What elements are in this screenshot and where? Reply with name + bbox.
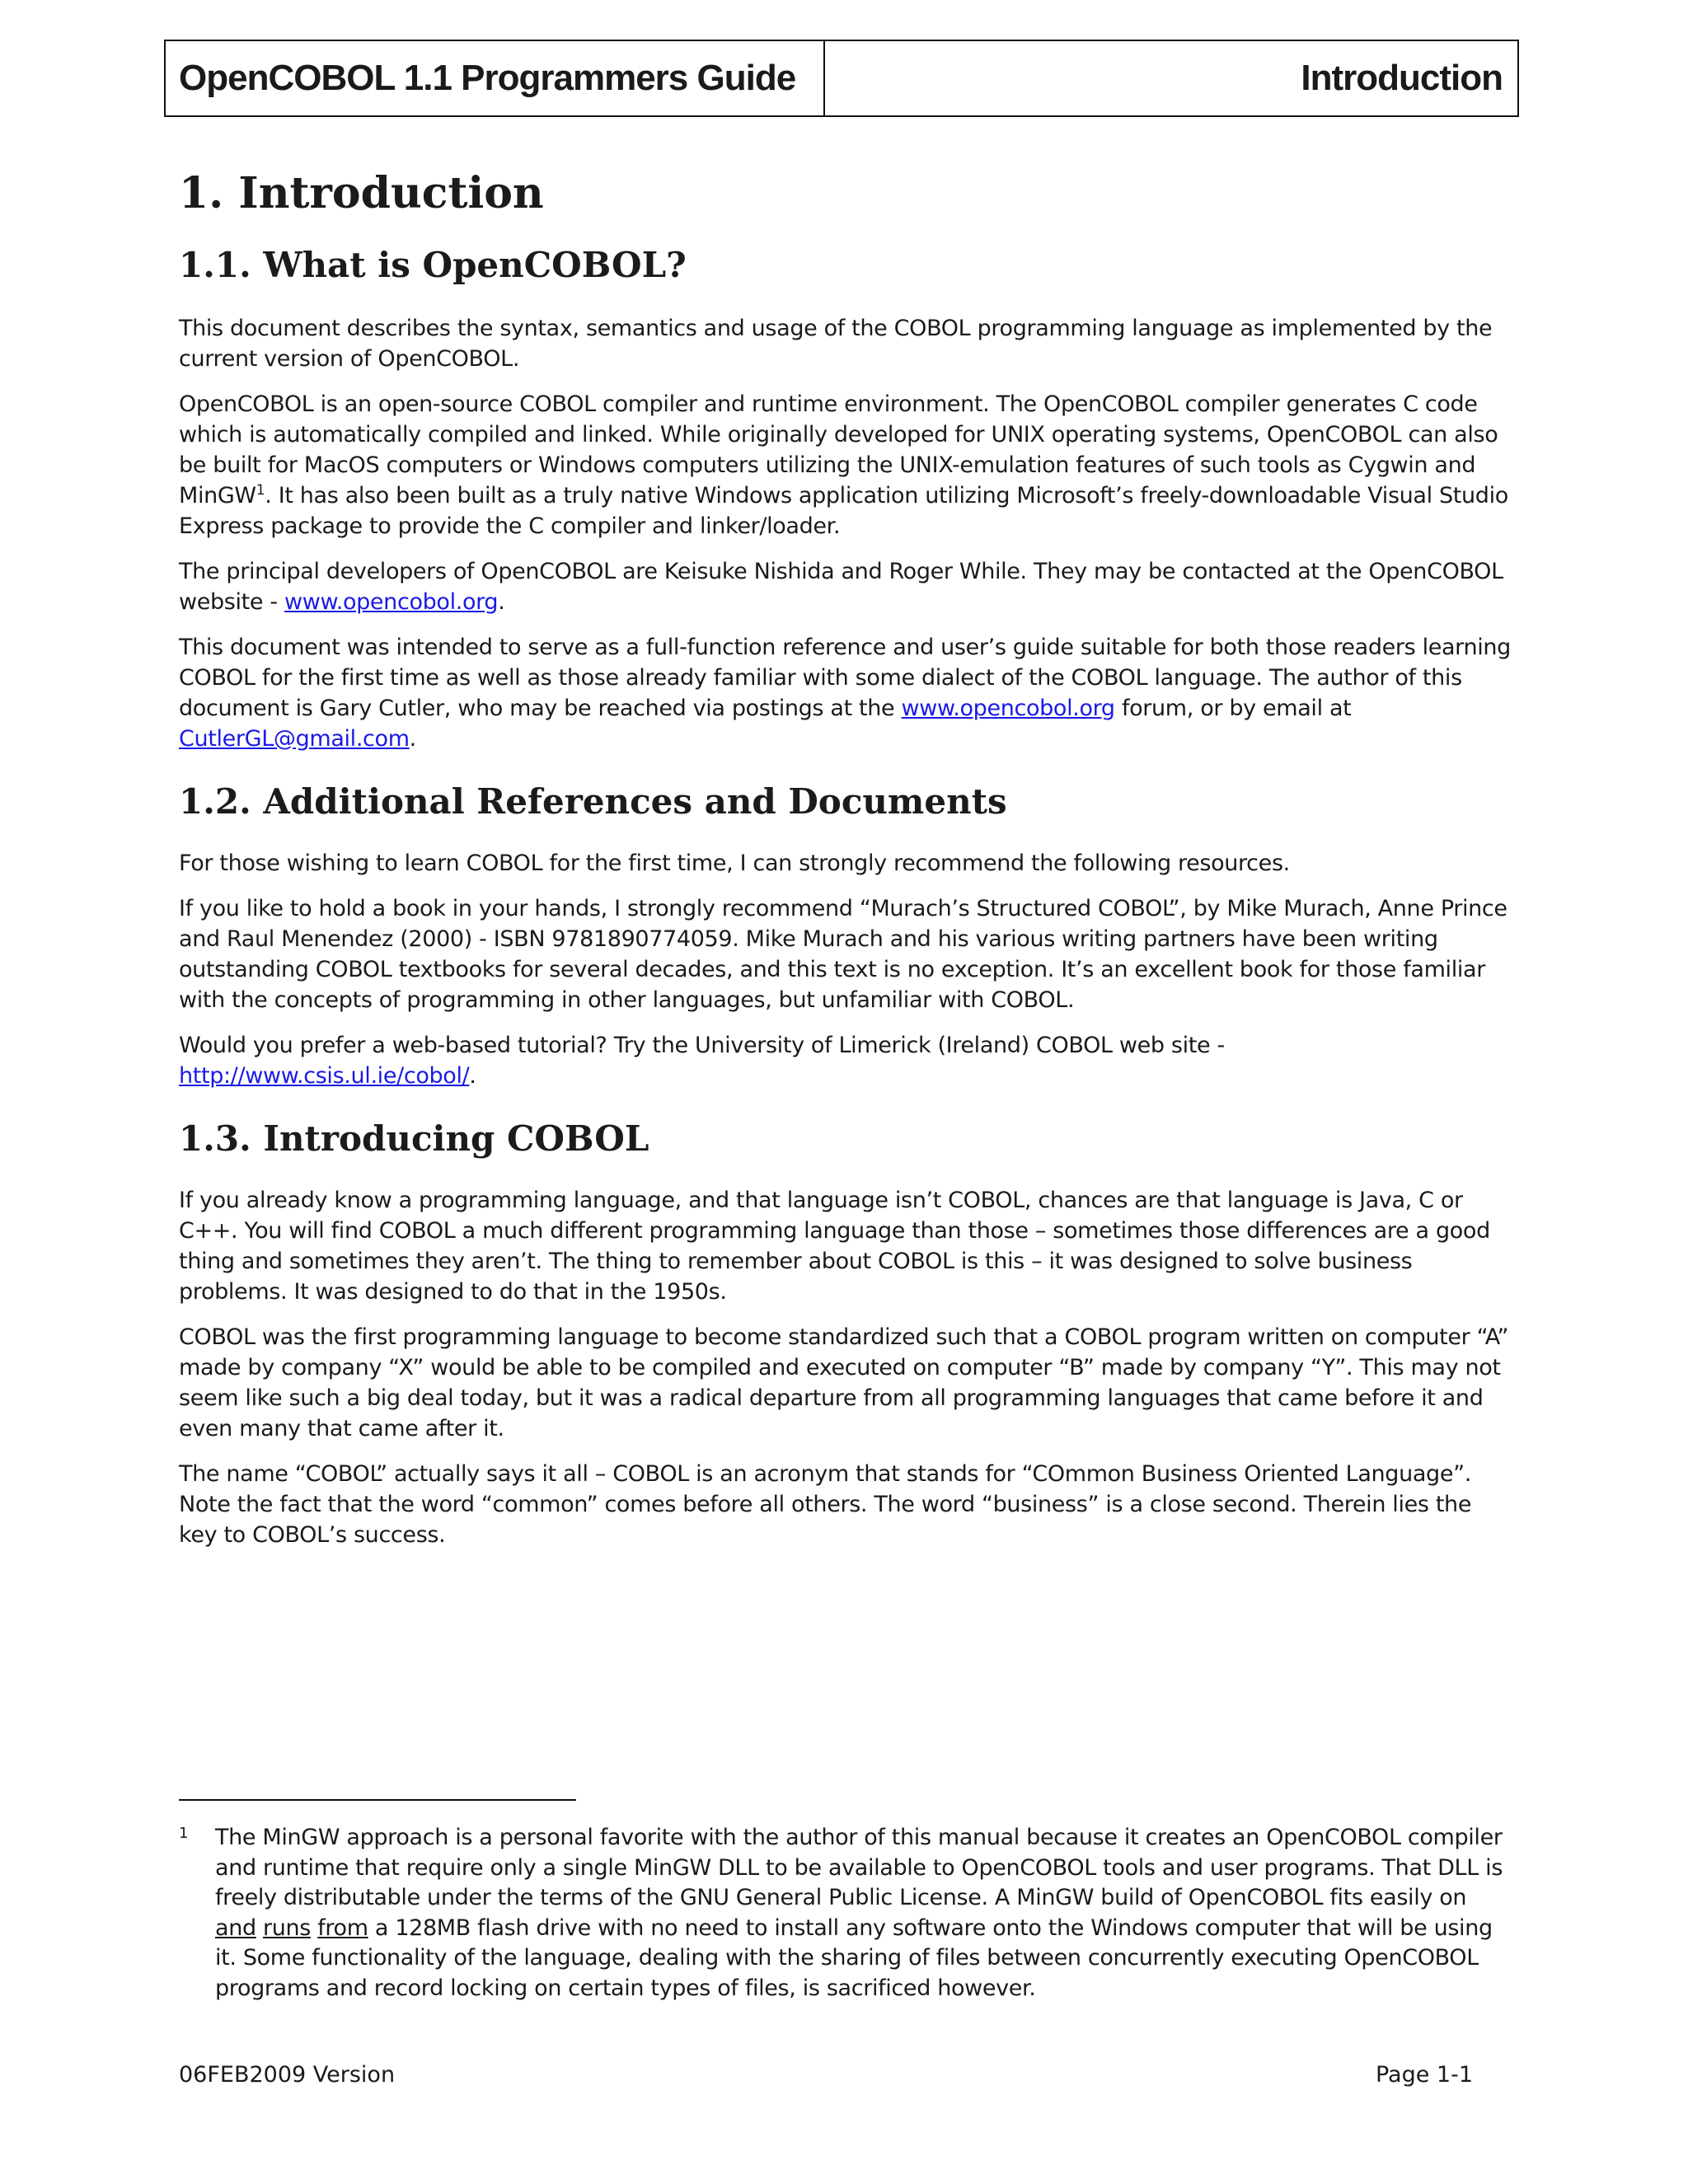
footnote [179,1823,1514,2004]
main-content [179,165,1514,1550]
paragraph: The name “COBOL” actually says it all – COBOL is an acronym that stands for “COmmon Business Oriented Language”. Note the fact that the word “common” comes before all others. The word “business” is a close second. Therein lies the key to COBOL’s success. [179,1461,1472,1548]
paragraph: If you already know a programming language, and that language isn’t COBOL, chances are that language is Java, C or C++. You will find COBOL a much different programming language than those – sometimes those differences are a good thing and sometimes they aren’t. The thing to remember about COBOL is this – it was designed to solve business problems. It was designed to do that in the 1950s. [179,1188,1490,1305]
limerick-tutorial-link[interactable]: http://www.csis.ul.ie/cobol/ [179,1063,470,1089]
header-title: OpenCOBOL 1.1 Programmers Guide [166,41,825,115]
paragraph: COBOL was the first programming language to become standardized such that a COBOL program written on computer “A” made by company “X” would be able to be compiled and executed on computer “B” made by company “Y”. This may not seem like such a big deal today, but it was a radical departure from all programming languages that came before it and even many that came after it. [179,1324,1509,1441]
opencobol-website-link[interactable]: www.opencobol.org [284,589,499,615]
paragraph: For those wishing to learn COBOL for the first time, I can strongly recommend the following resources. [179,851,1290,876]
header-section: Introduction [1301,58,1503,98]
paragraph: If you like to hold a book in your hands, I strongly recommend “Murach’s Structured COBOL”, by Mike Murach, Anne Prince and Raul Menendez (2000) - ISBN 9781890774059. Mike Murach and his various writing partners have been writing outstanding COBOL textbooks for several decades, and this text is no exception. It’s an excellent book for those familiar with the concepts of programming in other languages, but unfamiliar with COBOL. [179,896,1507,1013]
page-header [164,40,1519,117]
footnote-separator [179,1799,576,1801]
paragraph: Would you prefer a web-based tutorial? Try the University of Limerick (Ireland) COBOL web site - http://www.csis.ul.ie/cobol/. [179,1033,1225,1089]
footnote-reference[interactable]: 1 [256,482,265,499]
paragraph: The principal developers of OpenCOBOL are Keisuke Nishida and Roger While. They may be contacted at the OpenCOBOL website - www.opencobol.org. [179,559,1503,615]
page-footer [179,2060,1473,2090]
author-email-link[interactable]: CutlerGL@gmail.com [179,726,410,752]
section-heading-1-1: 1.1. What is OpenCOBOL? [179,245,687,285]
paragraph: This document describes the syntax, semantics and usage of the COBOL programming language as implemented by the current version of OpenCOBOL. [179,316,1493,372]
section-heading-1-3: 1.3. Introducing COBOL [179,1118,649,1159]
chapter-title: 1. Introduction [179,168,544,218]
paragraph: OpenCOBOL is an open-source COBOL compiler and runtime environment. The OpenCOBOL compiler generates C code which is automatically compiled and linked. While originally developed for UNIX operating systems, OpenCOBOL can also be built for MacOS computers or Windows computers utilizing the UNIX-emulation features of such tools as Cygwin and MinGW$^1$. It has also been built as a truly native Windows application utilizing Microsoft’s freely-downloadable Visual Studio Express package to provide the C compiler and linker/loader. [179,391,1508,539]
paragraph: This document was intended to serve as a full-function reference and user’s guide suitable for both those readers learning COBOL for the first time as well as those already familiar with some dialect of the COBOL language. The author of this document is Gary Cutler, who may be reached via postings at the www.opencobol.org forum, or by email at CutlerGL@gmail.com. [179,635,1511,752]
page-number: Page 1-1 [1375,2062,1473,2088]
opencobol-forum-link[interactable]: www.opencobol.org [901,696,1115,721]
footnote-text: The MinGW approach is a personal favorite with the author of this manual because it creates an OpenCOBOL compiler and runtime that require only a single MinGW DLL to be available to OpenCOBOL tools and user programs. That DLL is freely distributable under the terms of the GNU General Public License. A MinGW build of OpenCOBOL fits easily on and runs from a 128MB flash drive with no need to install any software onto the Windows computer that will be using it. Some functionality of the language, dealing with the sharing of files between concurrently executing OpenCOBOL programs and record locking on certain types of files, is sacrificed however. [215,1825,1503,2001]
section-heading-1-2: 1.2. Additional References and Documents [179,781,1007,822]
version-label: 06FEB2009 Version [179,2062,396,2088]
footnote-number: 1 [179,1825,189,1842]
